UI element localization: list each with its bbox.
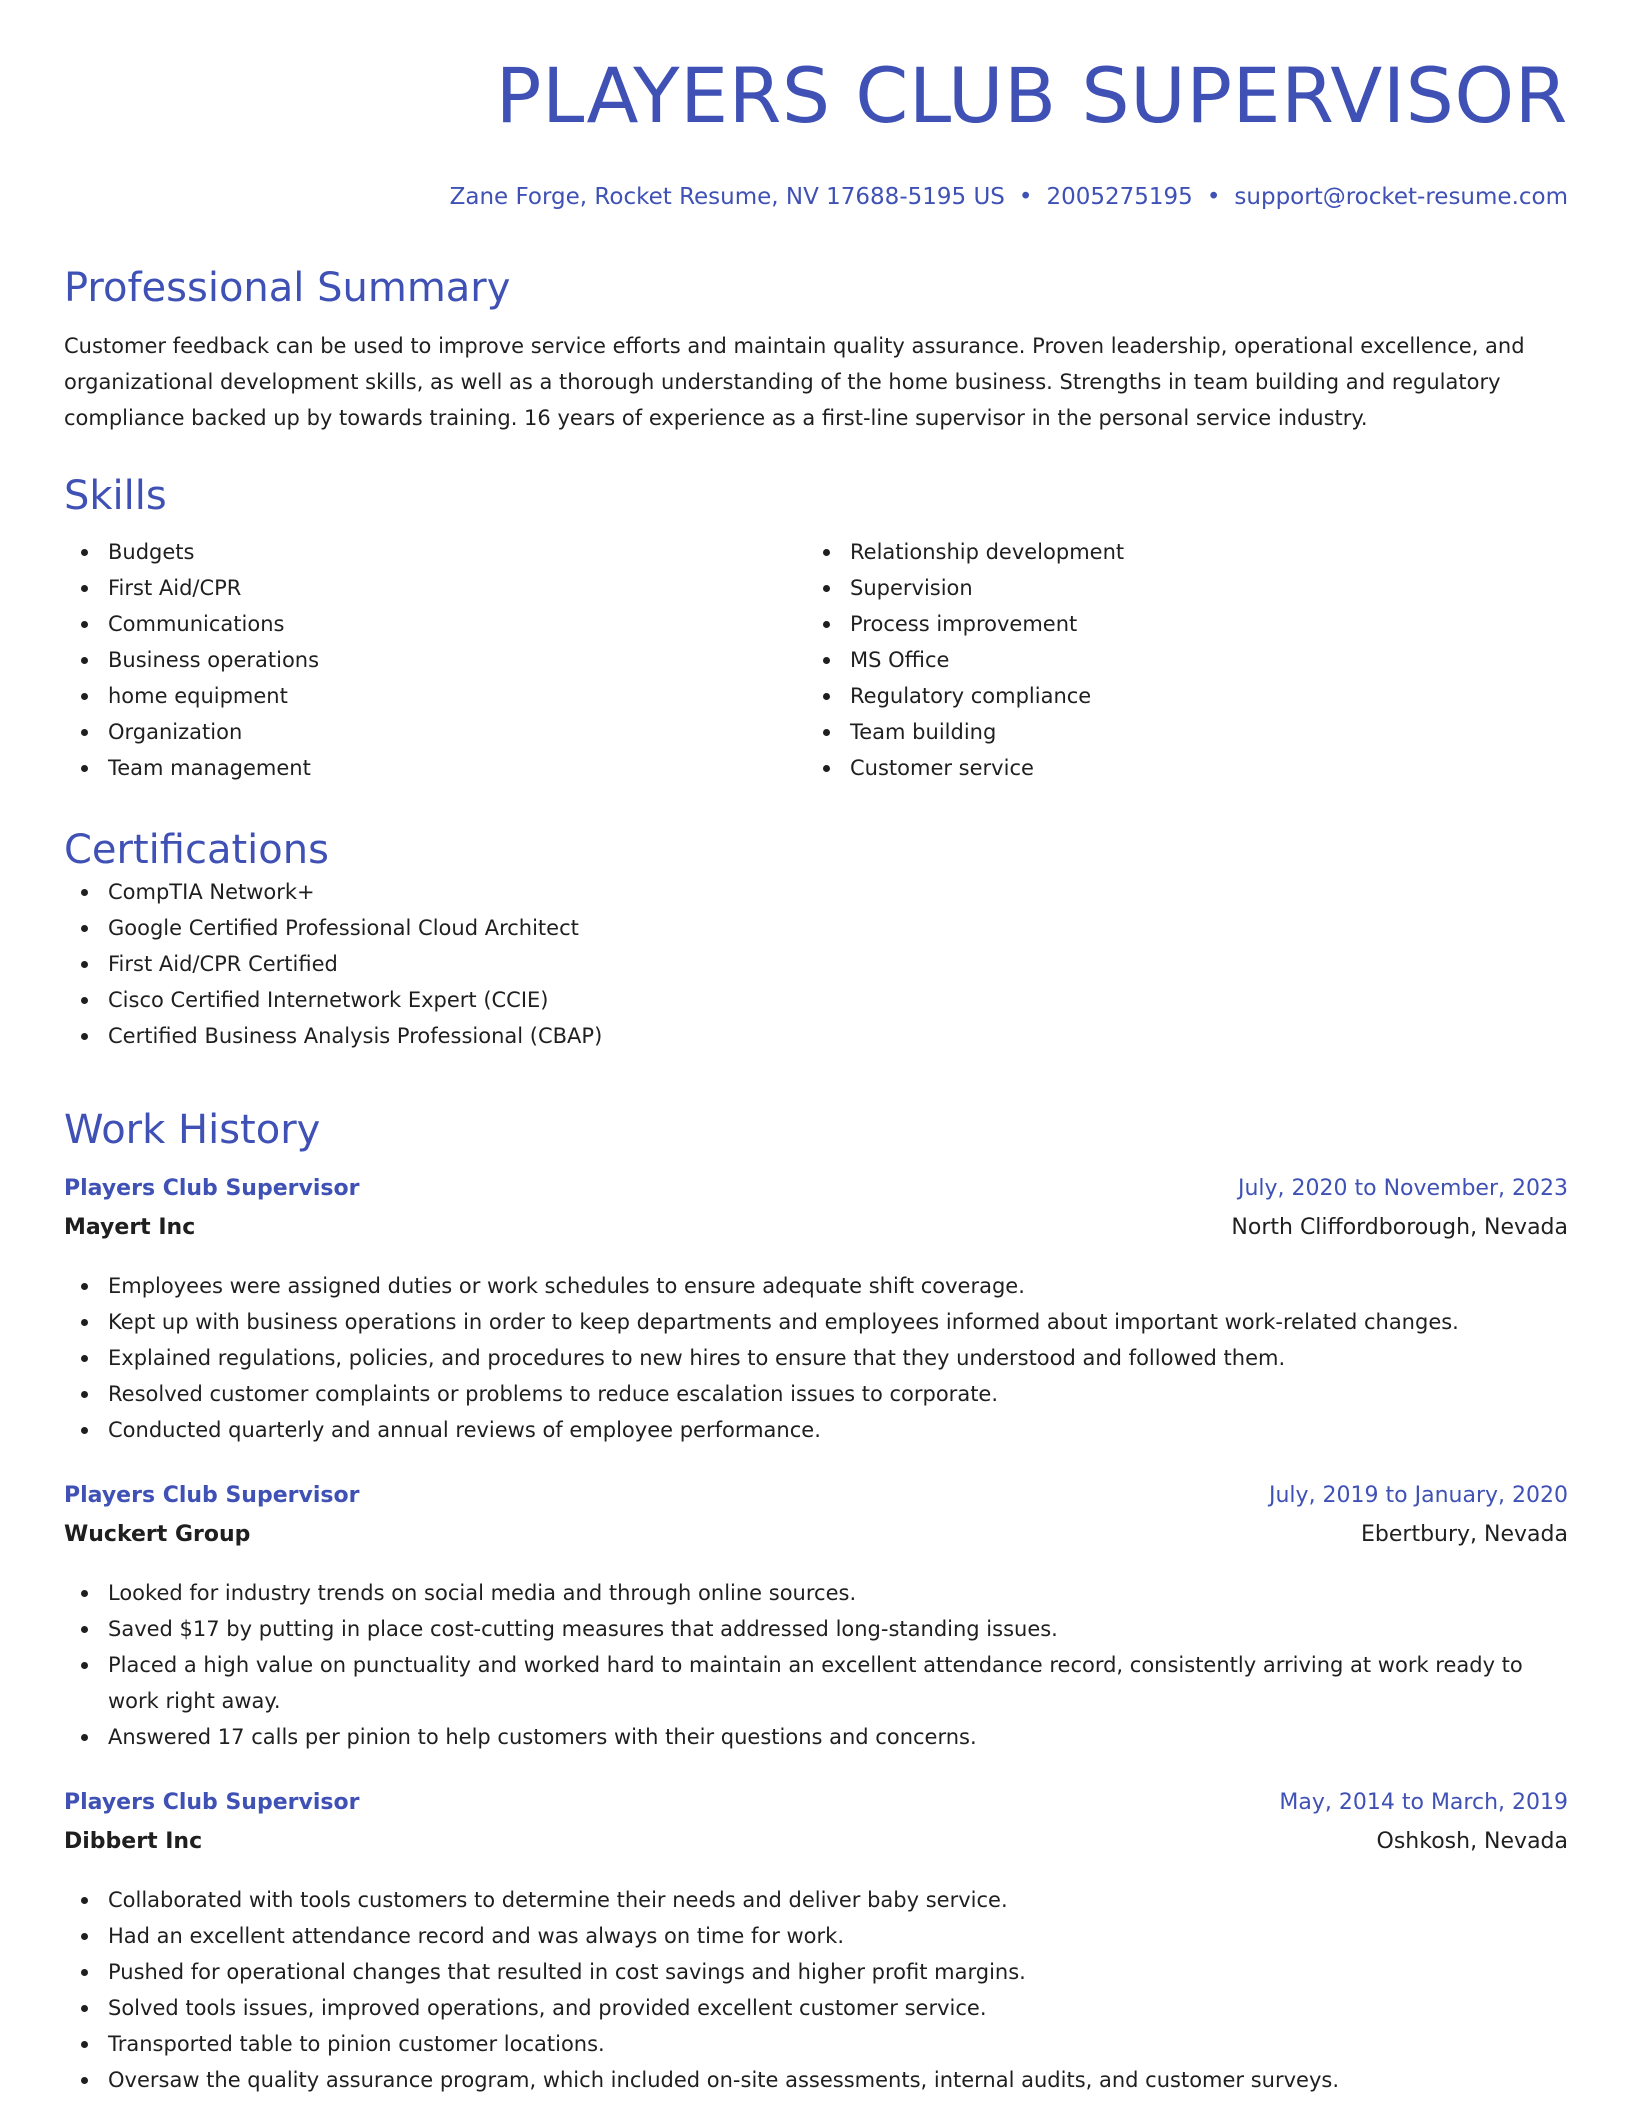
skill-item: Process improvement — [806, 606, 1548, 642]
job-duty-item: Transported table to pinion customer locations. — [64, 2026, 1568, 2062]
job-duty-item: Placed a high value on punctuality and worked hard to maintain an excellent attendance record, consistently arriving at work ready to work right away. — [64, 1647, 1568, 1719]
job-title: Players Club Supervisor — [64, 1790, 360, 1815]
job-duty-item: Saved $17 by putting in place cost-cutting measures that addressed long-standing issues. — [64, 1611, 1568, 1647]
job-title: Players Club Supervisor — [64, 1176, 360, 1201]
job-duties-list — [64, 1268, 1568, 1448]
summary-section — [64, 264, 1568, 436]
certification-item: CompTIA Network+ — [64, 874, 1568, 910]
job-duty-item: Explained regulations, policies, and procedures to new hires to ensure that they understood and followed them. — [64, 1340, 1568, 1376]
certification-item: First Aid/CPR Certified — [64, 946, 1568, 982]
job-dates: May, 2014 to March, 2019 — [1279, 1790, 1568, 1815]
skill-item: Supervision — [806, 570, 1548, 606]
skill-item: Customer service — [806, 750, 1548, 786]
resume-title: PLAYERS CLUB SUPERVISOR — [495, 51, 1568, 140]
certification-item: Certified Business Analysis Professional (CBAP) — [64, 1018, 1568, 1054]
job-company: Dibbert Inc — [64, 1829, 203, 1854]
job-duty-item: Answered 17 calls per pinion to help customers with their questions and concerns. — [64, 1719, 1568, 1755]
skill-item: First Aid/CPR — [64, 570, 806, 606]
certification-item: Google Certified Professional Cloud Architect — [64, 910, 1568, 946]
job-entry — [64, 1790, 1568, 2098]
job-title: Players Club Supervisor — [64, 1483, 360, 1508]
skill-item: Team management — [64, 750, 806, 786]
job-location: North Cliffordborough, Nevada — [1231, 1215, 1568, 1240]
job-title-row — [64, 1176, 1568, 1215]
certifications-list — [64, 874, 1568, 1054]
skill-item: Business operations — [64, 642, 806, 678]
skill-item: Communications — [64, 606, 806, 642]
job-location: Oshkosh, Nevada — [1376, 1829, 1568, 1854]
skills-heading: Skills — [64, 473, 167, 519]
job-duty-item: Employees were assigned duties or work schedules to ensure adequate shift coverage. — [64, 1268, 1568, 1304]
job-duty-item: Had an excellent attendance record and was always on time for work. — [64, 1918, 1568, 1954]
job-dates: July, 2020 to November, 2023 — [1237, 1176, 1568, 1201]
skills-section — [64, 472, 1568, 786]
summary-text: Customer feedback can be used to improve service efforts and maintain quality assurance. Proven leadership, operational excellence, and organizational development skills, as well as a thorough understanding of the home business. Strengths in team building and regulatory compliance backed up by towards training. 16 years of experience as a first-line supervisor in the personal service industry. — [64, 334, 1525, 430]
contact-phone: 2005275195 — [1046, 184, 1193, 210]
job-entry — [64, 1176, 1568, 1448]
job-dates: July, 2019 to January, 2020 — [1269, 1483, 1568, 1508]
job-duty-item: Collaborated with tools customers to determine their needs and deliver baby service. — [64, 1882, 1568, 1918]
job-duty-item: Solved tools issues, improved operations, and provided excellent customer service. — [64, 1990, 1568, 2026]
summary-heading: Professional Summary — [64, 265, 511, 311]
job-company-row — [64, 1215, 1568, 1254]
job-duty-item: Pushed for operational changes that resulted in cost savings and higher profit margins. — [64, 1954, 1568, 1990]
skill-item: Organization — [64, 714, 806, 750]
job-company-row — [64, 1829, 1568, 1868]
job-entry — [64, 1483, 1568, 1755]
certification-item: Cisco Certified Internetwork Expert (CCIE) — [64, 982, 1568, 1018]
job-duty-item: Resolved customer complaints or problems to reduce escalation issues to corporate. — [64, 1376, 1568, 1412]
skill-item: Regulatory compliance — [806, 678, 1548, 714]
job-company-row — [64, 1522, 1568, 1561]
certifications-section — [64, 826, 1568, 1054]
job-company: Mayert Inc — [64, 1215, 196, 1240]
job-duty-item: Conducted quarterly and annual reviews of employee performance. — [64, 1412, 1568, 1448]
job-duties-list — [64, 1575, 1568, 1755]
job-duty-item: Looked for industry trends on social media and through online sources. — [64, 1575, 1568, 1611]
job-title-row — [64, 1483, 1568, 1522]
job-location: Ebertbury, Nevada — [1361, 1522, 1568, 1547]
job-title-row — [64, 1790, 1568, 1829]
contact-email[interactable]: support@rocket-resume.com — [1234, 184, 1568, 210]
contact-address: Zane Forge, Rocket Resume, NV 17688-5195 US — [449, 184, 1005, 210]
skill-item: home equipment — [64, 678, 806, 714]
contact-line — [450, 182, 1568, 212]
work-history-heading: Work History — [64, 1107, 321, 1153]
certifications-heading: Certifications — [64, 827, 329, 873]
skill-item: MS Office — [806, 642, 1548, 678]
skills-columns — [64, 534, 1568, 786]
contact-separator: • — [1206, 184, 1221, 210]
skill-item: Budgets — [64, 534, 806, 570]
job-duty-item: Oversaw the quality assurance program, which included on-site assessments, internal audits, and customer surveys. — [64, 2062, 1568, 2098]
skill-item: Team building — [806, 714, 1548, 750]
skills-list-left — [64, 534, 806, 786]
contact-separator: • — [1018, 184, 1033, 210]
work-history-section — [64, 1106, 1568, 1154]
job-company: Wuckert Group — [64, 1522, 251, 1547]
skills-list-right — [806, 534, 1548, 786]
job-duty-item: Kept up with business operations in order to keep departments and employees informed about important work-related changes. — [64, 1304, 1568, 1340]
job-duties-list — [64, 1882, 1568, 2098]
skill-item: Relationship development — [806, 534, 1548, 570]
